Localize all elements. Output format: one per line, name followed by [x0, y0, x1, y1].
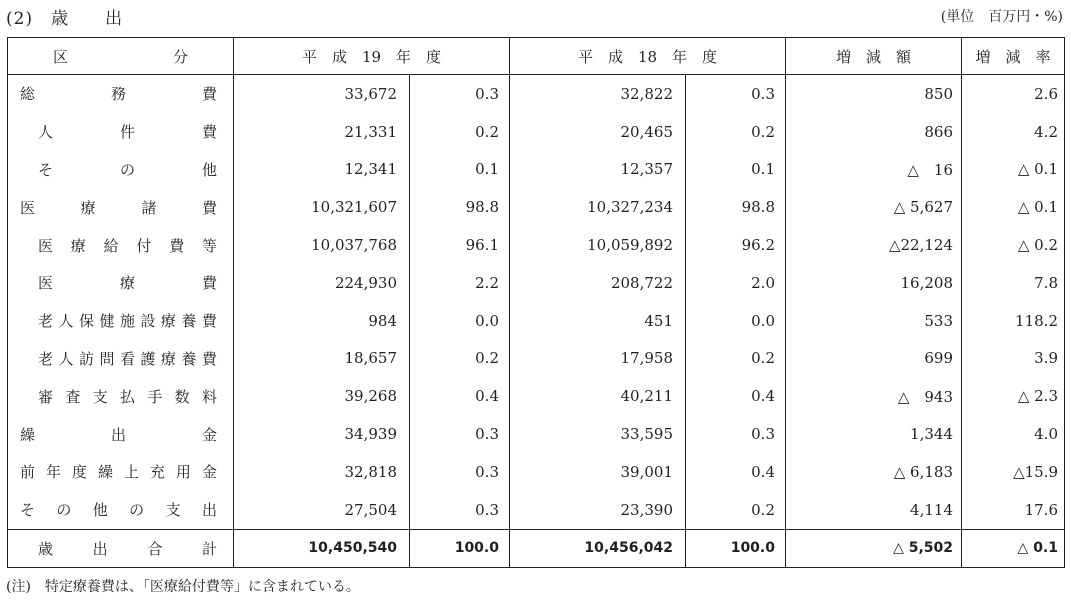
row-label	[8, 340, 234, 378]
cell-amt19: 12,341	[234, 151, 410, 189]
cell-amt18: 451	[510, 302, 686, 340]
cell-rate: 4.2	[1034, 122, 1058, 141]
cell-pct19: 100.0	[410, 529, 510, 568]
cell-pct18: 0.2	[686, 491, 786, 529]
cell-amt18: 17,958	[510, 340, 686, 378]
header-diff: 増 減 額	[786, 38, 962, 75]
cell-pct19: 0.4	[410, 377, 510, 415]
cell-amt19: 224,930	[234, 264, 410, 302]
cell-diff: 533	[786, 302, 962, 340]
table-row	[8, 113, 1065, 151]
cell-pct19: 96.1	[410, 226, 510, 264]
row-label	[8, 151, 234, 189]
row-label-text: そ の 他 の 支 出	[20, 501, 217, 520]
header-fy19: 平 成 19 年 度	[234, 38, 510, 75]
row-label-text: そ の 他	[38, 160, 217, 179]
row-label-text: 総 務 費	[20, 85, 217, 104]
cell-pct19: 98.8	[410, 188, 510, 226]
cell-amt19: 39,268	[234, 377, 410, 415]
cell-amt18: 10,456,042	[510, 529, 686, 568]
cell-pct19: 0.3	[410, 415, 510, 453]
cell-rate: 4.0	[1034, 425, 1058, 444]
cell-amt18: 23,390	[510, 491, 686, 529]
row-label-text: 繰 出 金	[20, 425, 217, 444]
cell-pct19: 0.0	[410, 302, 510, 340]
cell-amt18: 40,211	[510, 377, 686, 415]
cell-rate: △ 0.1	[1017, 198, 1058, 217]
row-label	[8, 113, 234, 151]
table-row	[8, 226, 1065, 264]
cell-pct18: 2.0	[686, 264, 786, 302]
cell-amt19: 10,450,540	[234, 529, 410, 568]
cell-rate: 2.6	[1034, 84, 1058, 103]
cell-diff: 866	[786, 113, 962, 151]
cell-diff: △ 6,183	[786, 453, 962, 491]
cell-amt19: 10,037,768	[234, 226, 410, 264]
cell-pct18: 98.8	[686, 188, 786, 226]
cell-pct18: 0.4	[686, 377, 786, 415]
header-category: 区 分	[8, 38, 234, 75]
cell-rate: △ 0.2	[1017, 236, 1058, 255]
row-label	[8, 453, 234, 491]
cell-diff: △ 16	[786, 151, 962, 189]
cell-amt19: 10,321,607	[234, 188, 410, 226]
cell-pct19: 0.1	[410, 151, 510, 189]
row-label-text: 歳 出 合 計	[38, 539, 217, 558]
cell-pct18: 0.2	[686, 113, 786, 151]
section-title: (2) 歳 出	[6, 9, 124, 29]
row-label	[8, 302, 234, 340]
expenditure-table	[7, 37, 1065, 568]
row-label-text: 老 人 保 健 施 設 療 養 費	[38, 312, 217, 331]
cell-pct18: 0.2	[686, 340, 786, 378]
cell-pct19: 0.2	[410, 340, 510, 378]
cell-diff: △ 5,627	[786, 188, 962, 226]
table-row	[8, 302, 1065, 340]
header-fy18: 平 成 18 年 度	[510, 38, 786, 75]
cell-amt19: 18,657	[234, 340, 410, 378]
row-label	[8, 529, 234, 568]
cell-pct18: 100.0	[686, 529, 786, 568]
cell-amt19: 32,818	[234, 453, 410, 491]
row-label	[8, 377, 234, 415]
cell-rate: △ 0.1	[1017, 160, 1058, 179]
row-label-text: 老 人 訪 問 看 護 療 養 費	[38, 349, 217, 368]
cell-pct19: 0.2	[410, 113, 510, 151]
cell-amt19: 27,504	[234, 491, 410, 529]
cell-pct18: 0.0	[686, 302, 786, 340]
cell-pct19: 0.3	[410, 491, 510, 529]
table-row	[8, 491, 1065, 529]
row-label-text: 審 査 支 払 手 数 料	[38, 387, 217, 406]
row-label-text: 医 療 費	[38, 274, 217, 293]
cell-pct18: 96.2	[686, 226, 786, 264]
cell-amt18: 39,001	[510, 453, 686, 491]
row-label	[8, 415, 234, 453]
cell-amt18: 208,722	[510, 264, 686, 302]
table-row	[8, 151, 1065, 189]
table-row	[8, 377, 1065, 415]
cell-rate: 7.8	[1034, 273, 1058, 292]
table-row	[8, 415, 1065, 453]
cell-amt19: 984	[234, 302, 410, 340]
cell-pct18: 0.3	[686, 75, 786, 113]
cell-amt19: 33,672	[234, 75, 410, 113]
row-label	[8, 226, 234, 264]
cell-amt18: 20,465	[510, 113, 686, 151]
table-row	[8, 75, 1065, 113]
table-row	[8, 264, 1065, 302]
header-rate: 増 減 率	[962, 38, 1065, 75]
cell-amt18: 10,327,234	[510, 188, 686, 226]
cell-pct18: 0.3	[686, 415, 786, 453]
row-label	[8, 491, 234, 529]
cell-rate: 3.9	[1034, 349, 1058, 368]
cell-amt18: 32,822	[510, 75, 686, 113]
table-row	[8, 453, 1065, 491]
table-row	[8, 340, 1065, 378]
cell-rate: △ 0.1	[962, 529, 1065, 568]
cell-diff: △22,124	[786, 226, 962, 264]
cell-pct19: 0.3	[410, 453, 510, 491]
cell-diff: 1,344	[786, 415, 962, 453]
cell-pct18: 0.4	[686, 453, 786, 491]
cell-diff: 4,114	[786, 491, 962, 529]
cell-diff: △ 943	[786, 377, 962, 415]
cell-rate: 17.6	[1024, 500, 1058, 519]
table-header-row	[8, 38, 1065, 75]
cell-diff: △ 5,502	[786, 529, 962, 568]
cell-diff: 16,208	[786, 264, 962, 302]
row-label	[8, 188, 234, 226]
unit-label: (単位 百万円・%)	[940, 9, 1063, 25]
cell-pct19: 2.2	[410, 264, 510, 302]
cell-diff: 699	[786, 340, 962, 378]
cell-rate: △ 2.3	[1017, 387, 1058, 406]
row-label-text: 人 件 費	[38, 123, 217, 142]
cell-rate: 118.2	[1015, 311, 1058, 330]
row-label-text: 医 療 給 付 費 等	[38, 236, 217, 255]
footnote: (注) 特定療養費は、「医療給付費等」に含まれている。	[6, 579, 360, 595]
cell-pct18: 0.1	[686, 151, 786, 189]
row-label-text: 前 年 度 繰 上 充 用 金	[20, 463, 217, 482]
cell-amt19: 21,331	[234, 113, 410, 151]
cell-amt18: 12,357	[510, 151, 686, 189]
cell-amt19: 34,939	[234, 415, 410, 453]
cell-diff: 850	[786, 75, 962, 113]
table-row	[8, 188, 1065, 226]
total-row	[8, 529, 1065, 568]
row-label	[8, 264, 234, 302]
row-label-text: 医 療 諸 費	[20, 198, 217, 217]
row-label	[8, 75, 234, 113]
cell-rate: △15.9	[1013, 462, 1058, 481]
cell-pct19: 0.3	[410, 75, 510, 113]
cell-amt18: 10,059,892	[510, 226, 686, 264]
cell-amt18: 33,595	[510, 415, 686, 453]
